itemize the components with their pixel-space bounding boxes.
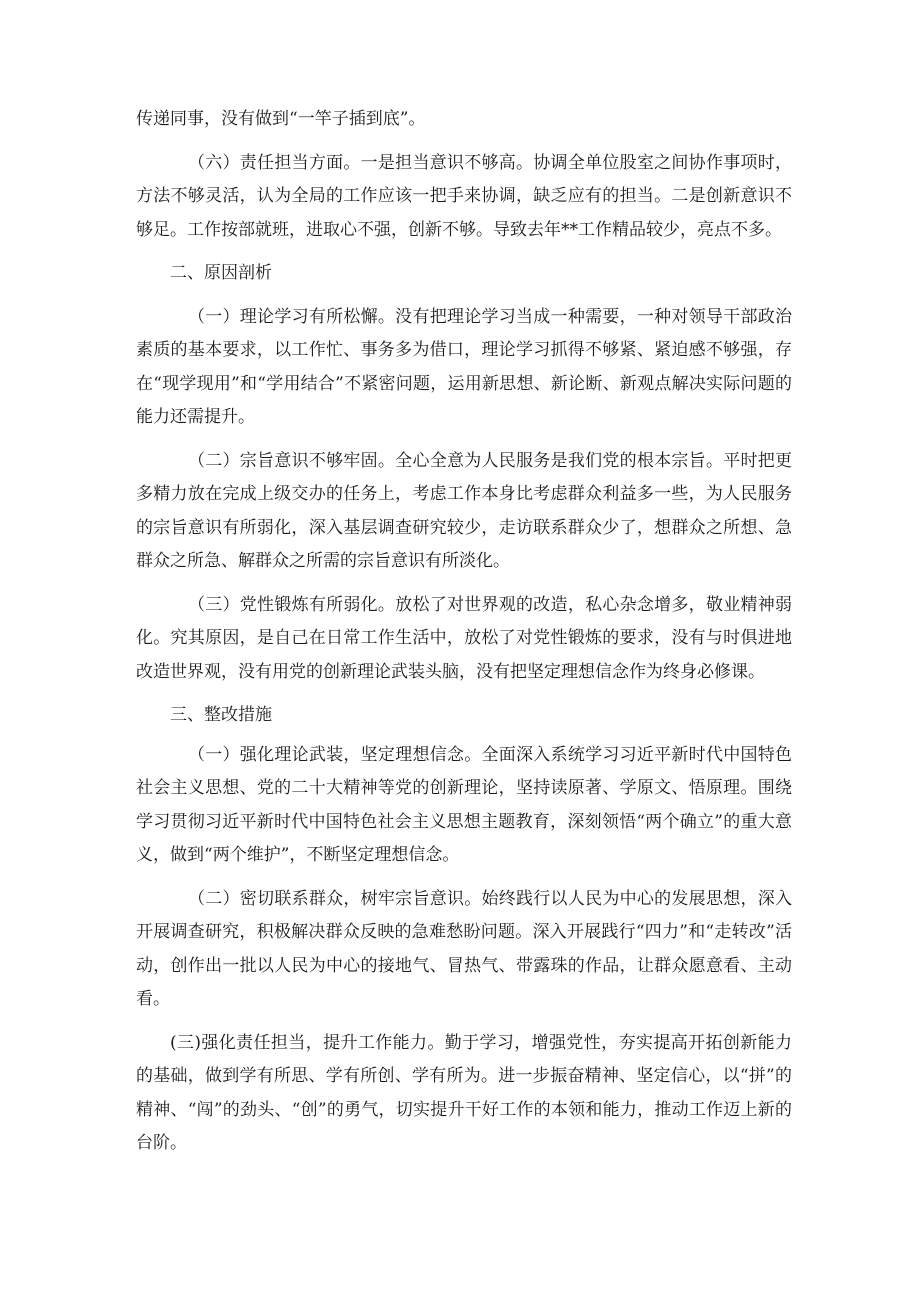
paragraph-party-spirit: （三）党性锻炼有所弱化。放松了对世界观的改造，私心杂念增多，敬业精神弱化。究其原因，是自己在日常工作生活中，放松了对党性锻炼的要求，没有与时俱进地改造世界观，没有用党的创新理论武装头脑，没有把坚定理想信念作为终身必修课。 [136, 594, 792, 682]
paragraph-mass-contact: （二）密切联系群众，树牢宗旨意识。始终践行以人民为中心的发展思想，深入开展调查研究，积极解决群众反映的急难愁盼问题。深入开展践行“四力”和“走转改”活动，创作出一批以人民为中心的接地气、冒热气、带露珠的作品，让群众愿意看、主动看。 [136, 888, 792, 1009]
paragraph-continuation: 传递同事，没有做到“一竿子插到底”。 [136, 109, 426, 129]
paragraph-responsibility: （六）责任担当方面。一是担当意识不够高。协调全单位股室之间协作事项时，方法不够灵活，认为全局的工作应该一把手来协调，缺乏应有的担当。二是创新意识不够足。工作按部就班，进取心不强，创新不够。导致去年**工作精品较少，亮点不多。 [136, 152, 792, 240]
section-heading-rectification: 三、整改措施 [170, 705, 272, 725]
paragraph-theory-study: （一）理论学习有所松懈。没有把理论学习当成一种需要，一种对领导干部政治素质的基本要求，以工作忙、事务多为借口，理论学习抓得不够紧、紧迫感不够强，存在“现学现用”和“学用结合”不紧密问题，运用新思想、新论断、新观点解决实际问题的能力还需提升。 [136, 306, 792, 427]
paragraph-purpose-awareness: （二）宗旨意识不够牢固。全心全意为人民服务是我们党的根本宗旨。平时把更多精力放在完成上级交办的任务上，考虑工作本身比考虑群众利益多一些，为人民服务的宗旨意识有所弱化，深入基层调查研究较少，走访联系群众少了，想群众之所想、急群众之所急、解群众之所需的宗旨意识有所淡化。 [136, 450, 792, 571]
paragraph-responsibility-strengthen: (三)强化责任担当，提升工作能力。勤于学习，增强党性，夯实提高开拓创新能力的基础，做到学有所思、学有所创、学有所为。进一步振奋精神、坚定信心，以“拼”的精神、“闯”的劲头、“创”的勇气，切实提升干好工作的本领和能力，推动工作迈上新的台阶。 [136, 1032, 792, 1153]
section-heading-cause-analysis: 二、原因剖析 [170, 263, 272, 283]
paragraph-theory-arming: （一）强化理论武装，坚定理想信念。全面深入系统学习习近平新时代中国特色社会主义思想、党的二十大精神等党的创新理论，坚持读原著、学原文、悟原理。围绕学习贯彻习近平新时代中国特色社会主义思想主题教育，深刻领悟“两个确立”的重大意义，做到“两个维护”，不断坚定理想信念。 [136, 744, 792, 865]
document-body [136, 103, 792, 1161]
